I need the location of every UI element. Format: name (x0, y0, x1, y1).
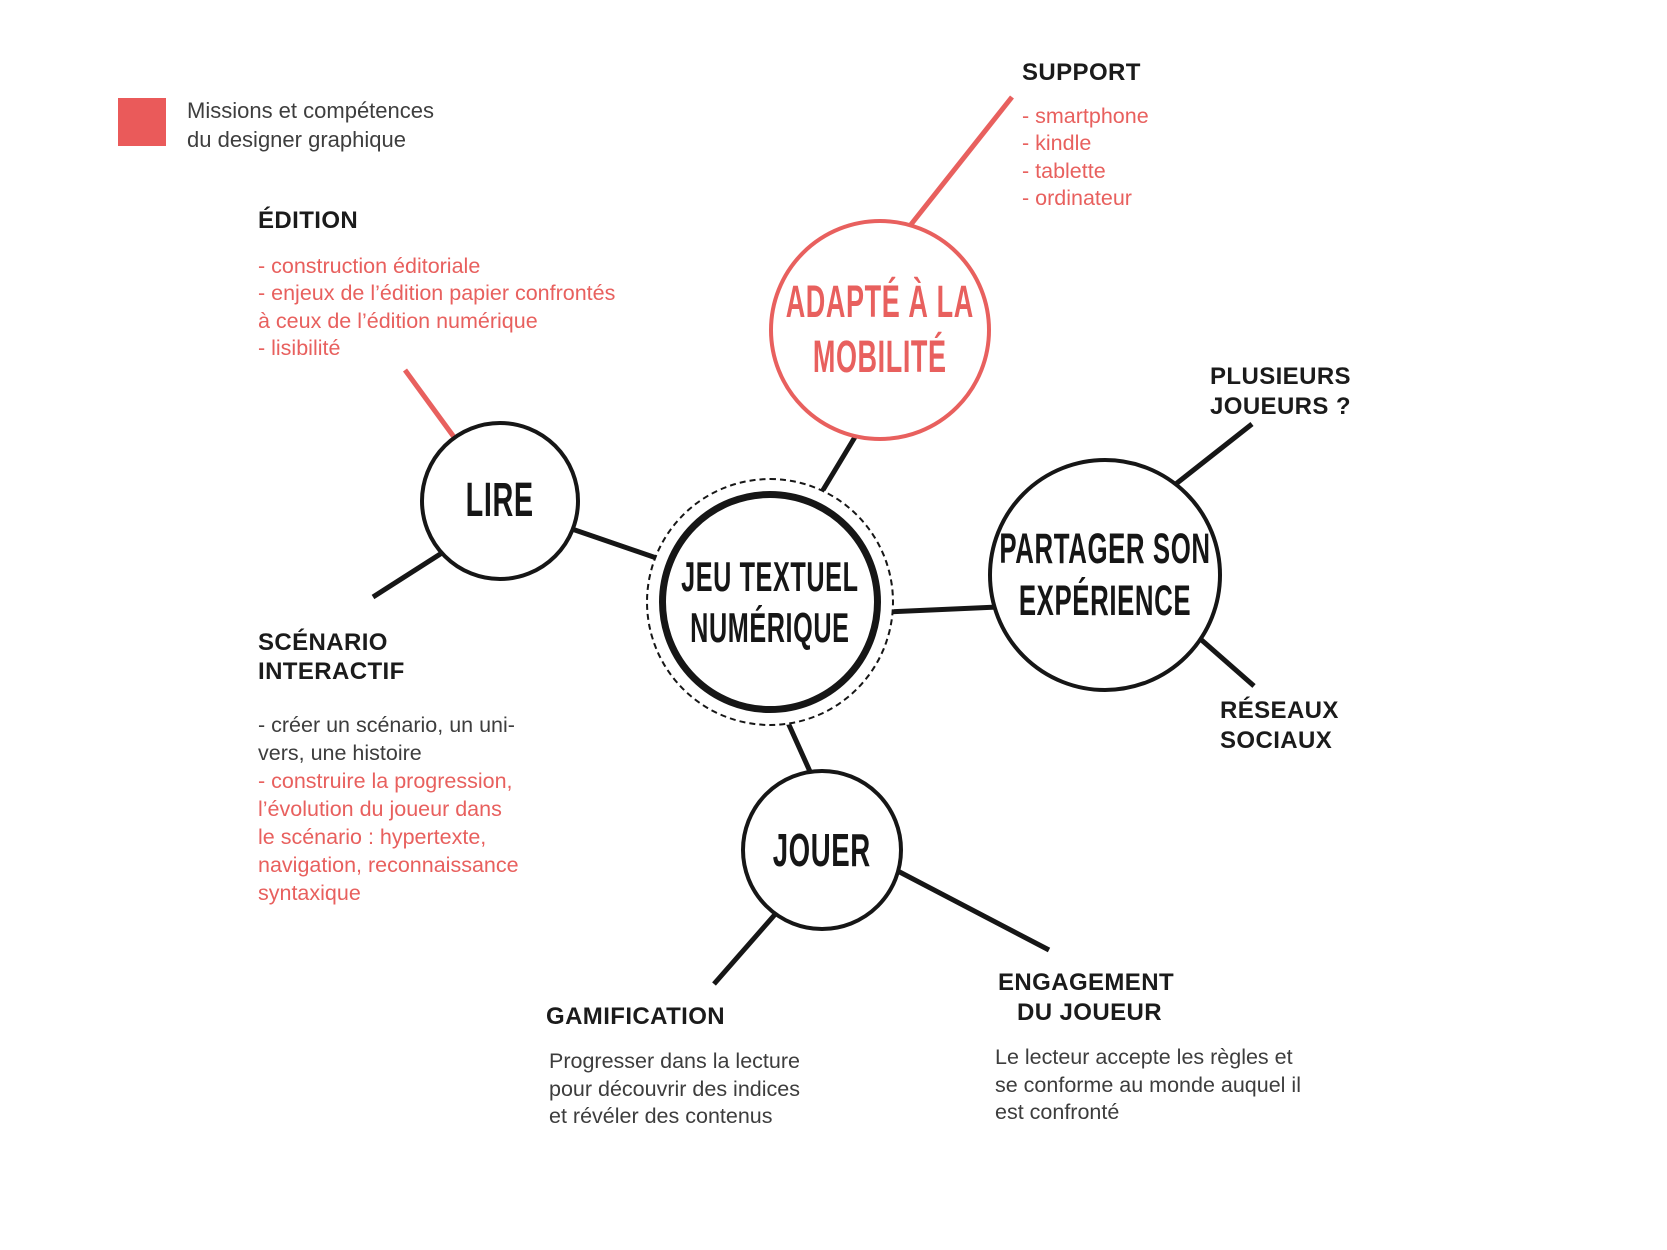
legend-caption-line2: du designer graphique (187, 126, 406, 152)
engagement-heading (998, 968, 1174, 1027)
edge-lire-scenario (373, 551, 445, 597)
gamification-body (549, 1048, 800, 1131)
edition-list (258, 253, 615, 363)
support-item: - kindle (1022, 131, 1092, 155)
engagement-line: Le lecteur accepte les règles et (995, 1045, 1293, 1069)
scenario-red-line: syntaxique (258, 881, 361, 905)
edge-center-jouer (785, 716, 812, 776)
node-center-line2: NUMÉRIQUE (690, 604, 850, 651)
plusieurs-line1: PLUSIEURS (1210, 363, 1351, 390)
node-partager-line2: EXPÉRIENCE (1018, 577, 1192, 625)
edition-heading: ÉDITION (258, 207, 359, 234)
scenario-heading-line1: SCÉNARIO (258, 629, 388, 656)
scenario-black-line: - créer un scénario, un uni- (258, 713, 515, 737)
node-partager-label (999, 523, 1210, 628)
edition-item: - enjeux de l’édition papier confrontés (258, 281, 616, 305)
gamification-heading: GAMIFICATION (546, 1003, 725, 1030)
reseaux-line1: RÉSEAUX (1220, 697, 1339, 724)
legend-caption-line1: Missions et compétences (187, 98, 434, 123)
node-partager-line1: PARTAGER SON (999, 524, 1211, 573)
support-item: - tablette (1022, 158, 1106, 183)
reseaux-sociaux-label (1220, 696, 1339, 755)
scenario-heading-line2: INTERACTIF (258, 657, 405, 685)
gamification-line: et révéler des contenus (549, 1104, 773, 1128)
scenario-heading (258, 629, 405, 686)
edge-center-partager (885, 607, 998, 612)
edition-item: - construction éditoriale (258, 253, 481, 278)
edge-partager-reseaux (1197, 636, 1254, 686)
gamification-line: pour découvrir des indices (549, 1076, 800, 1101)
legend-color-swatch (118, 98, 166, 146)
node-center-line1: JEU TEXTUEL (681, 552, 859, 600)
edge-support-adapte (905, 97, 1012, 232)
node-lire (420, 421, 580, 581)
edge-jouer-engagement (892, 868, 1049, 950)
legend-caption (187, 97, 434, 154)
engagement-heading-line2: DU JOUEUR (1017, 998, 1162, 1026)
node-lire-label: LIRE (465, 473, 535, 527)
reseaux-line2: SOCIAUX (1220, 726, 1333, 754)
plusieurs-line2: JOUEURS ? (1210, 392, 1351, 420)
edition-item: à ceux de l’édition numérique (258, 308, 538, 333)
engagement-line: se conforme au monde auquel il (995, 1072, 1301, 1097)
support-heading: SUPPORT (1022, 59, 1141, 86)
edition-item: - lisibilité (258, 336, 341, 360)
node-adapte-line2: MOBILITÉ (813, 331, 947, 382)
engagement-heading-line1: ENGAGEMENT (998, 969, 1175, 996)
scenario-black-line: vers, une histoire (258, 741, 422, 765)
node-center (659, 491, 881, 713)
support-annotation (1022, 58, 1149, 213)
node-center-label (681, 551, 858, 653)
edge-partager-plusieurs (1172, 424, 1252, 487)
support-item: - smartphone (1022, 103, 1149, 128)
engagement-body (995, 1044, 1301, 1127)
scenario-red-line: le scénario : hypertexte, (258, 825, 487, 849)
node-adapte-mobilite (769, 219, 991, 441)
engagement-line: est confronté (995, 1100, 1120, 1124)
support-list (1022, 103, 1149, 213)
node-jouer-label: JOUER (772, 823, 872, 876)
gamification-line: Progresser dans la lecture (549, 1049, 800, 1073)
node-adapte-line1: ADAPTÉ À LA (785, 276, 975, 328)
node-center-ring (646, 478, 894, 726)
edge-jouer-gamification (714, 911, 778, 984)
node-jouer (741, 769, 903, 931)
plusieurs-joueurs-label (1210, 362, 1351, 421)
scenario-red-line: l’évolution du joueur dans (258, 797, 502, 821)
scenario-red-line: - construire la progression, (258, 769, 513, 793)
scenario-red-line: navigation, reconnaissance (258, 853, 519, 877)
node-partager (988, 458, 1222, 692)
edition-annotation (258, 206, 615, 363)
support-item: - ordinateur (1022, 186, 1132, 210)
node-adapte-label (786, 275, 974, 385)
scenario-body (258, 711, 519, 907)
